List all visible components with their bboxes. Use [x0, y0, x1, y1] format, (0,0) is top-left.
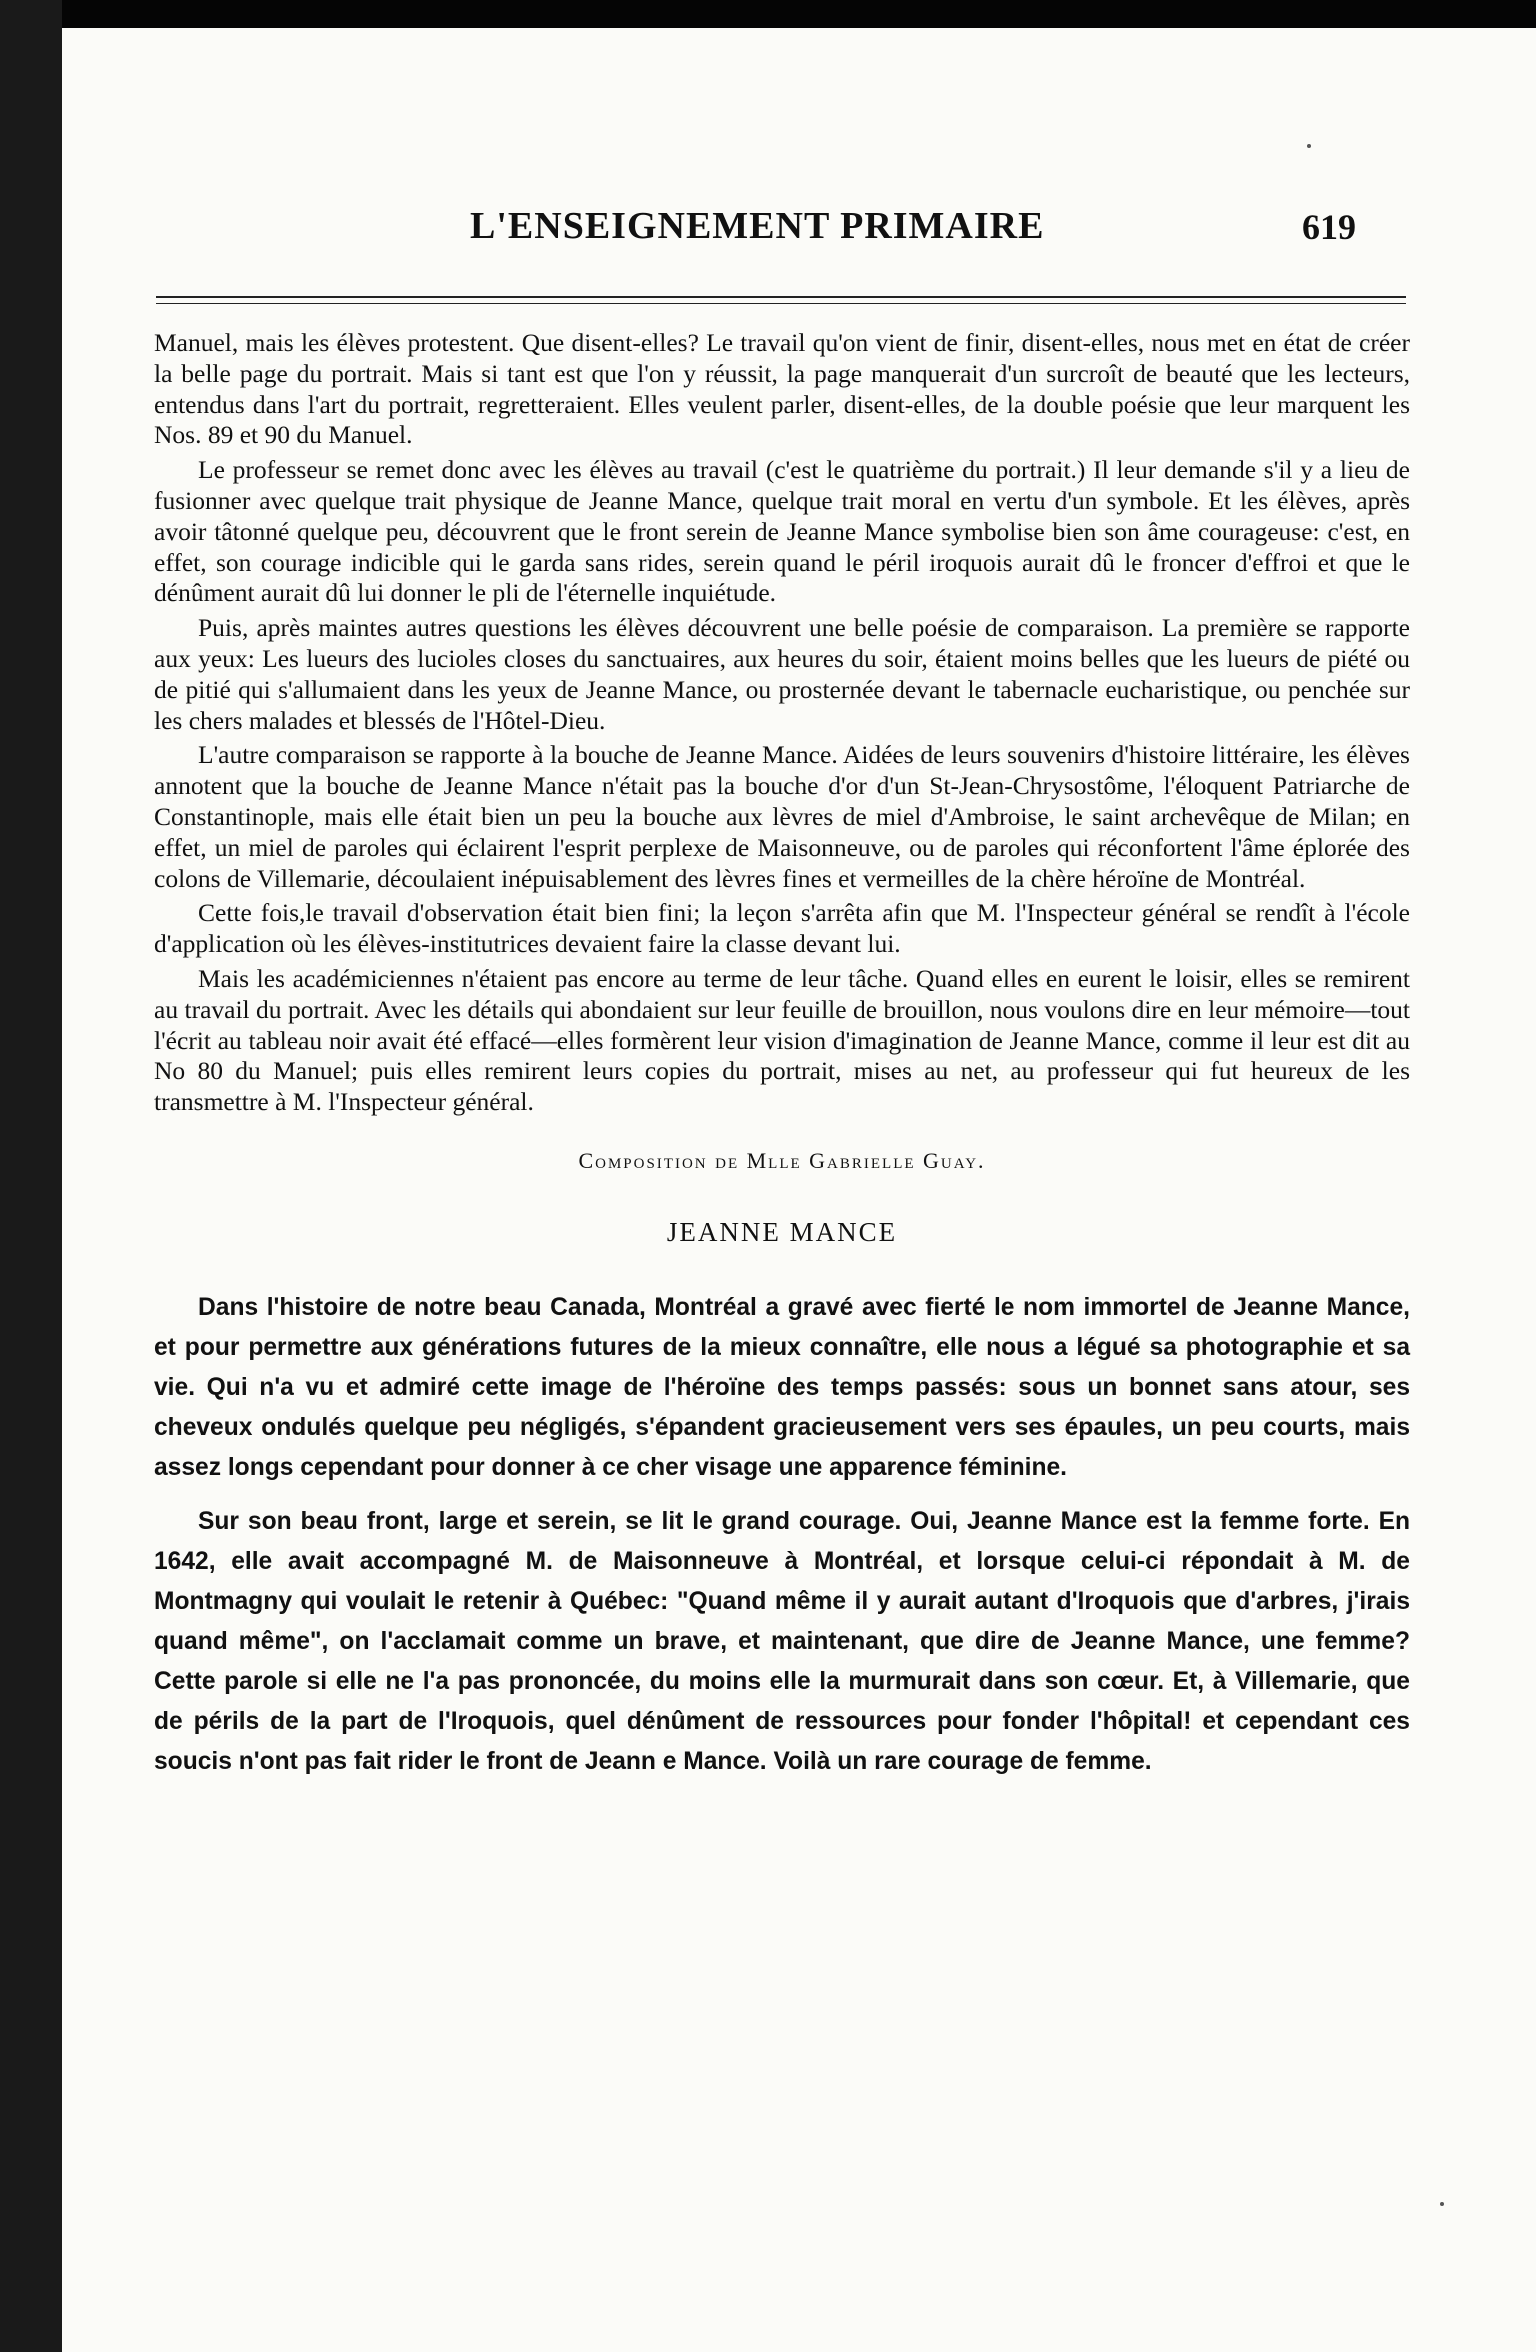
body-paragraph: Puis, après maintes autres questions les élèves découvrent une belle poésie de comparaison. La première se rapporte aux yeux: Les lueurs des lucioles closes du sanctuaires, aux heures du soir, étaient moins belles que les lueurs de piété ou de pitié qui s'allumaient dans les yeux de Jeanne Mance, ou prosternée devant le tabernacle eucharistique, ou penchée sur les chers malades et blessés de l'Hôtel-Dieu.	[154, 613, 1410, 735]
composition-title: JEANNE MANCE	[666, 1216, 898, 1247]
body-paragraph: Cette fois,le travail d'observation était bien fini; la leçon s'arrêta afin que M. l'Inspecteur général se rendît à l'école d'application où les élèves-institutrices devaient faire la classe devant lui.	[154, 898, 1410, 959]
essay-paragraph: Dans l'histoire de notre beau Canada, Montréal a gravé avec fierté le nom immortel de Jeanne Mance, et pour permettre aux générations futures de la mieux connaître, elle nous a légué sa photographie et sa vie. Qui n'a vu et admiré cette image de l'héroïne des temps passés: sous un bonnet sans atour, ses cheveux ondulés quelque peu négligés, s'épandent gracieusement vers ses épaules, un peu courts, mais assez longs cependant pour donner à ce cher visage une apparence féminine.	[154, 1293, 1410, 1481]
essay-paragraph: Sur son beau front, large et serein, se lit le grand courage. Oui, Jeanne Mance est la femme forte. En 1642, elle avait accompagné M. de Maisonneuve à Montréal, et lorsque celui-ci répondait à M. de Montmagny qui voulait le retenir à Québec: "Quand même il y aurait autant d'Iroquois que d'arbres, j'irais quand même", on l'acclamait comme un brave, et maintenant, que dire de Jeanne Mance, une femme? Cette parole si elle ne l'a pas prononcée, du moins elle la murmurait dans son cœur. Et, à Villemarie, que de périls de la part de l'Iroquois, quel dénûment de ressources pour fonder l'hôpital! et cependant ces soucis n'ont pas fait rider le front de Jeann e Mance. Voilà un rare courage de femme.	[154, 1507, 1410, 1775]
running-title: L'ENSEIGNEMENT PRIMAIRE	[470, 205, 1045, 247]
header-rule-thin	[156, 303, 1406, 304]
scan-speck	[1440, 2202, 1444, 2206]
scan-binding-edge	[0, 0, 62, 2352]
page-number: 619	[1302, 207, 1356, 247]
scan-top-border	[0, 0, 1536, 28]
body-paragraph: L'autre comparaison se rapporte à la bouche de Jeanne Mance. Aidées de leurs souvenirs d'histoire littéraire, les élèves annotent que la bouche de Jeanne Mance n'était pas la bouche d'or d'un St-Jean-Chrysostôme, l'éloquent Patriarche de Constantinople, mais elle était bien un peu la bouche aux lèvres de miel d'Ambroise, le saint archevêque de Milan; en effet, un miel de paroles qui éclairent l'esprit perplexe de Maisonneuve, ou de paroles qui réconfortent l'âme éplorée des colons de Villemarie, découlaient inépuisablement des lèvres fines et vermeilles de la chère héroïne de Montréal.	[154, 740, 1410, 893]
body-paragraph: Le professeur se remet donc avec les élèves au travail (c'est le quatrième du portrait.) Il leur demande s'il y a lieu de fusionner avec quelque trait physique de Jeanne Mance, quelque trait moral en vertu d'un symbole. Et les élèves, après avoir tâtonné quelque peu, découvrent que le front serein de Jeanne Mance symbolise bien son âme courageuse: c'est, en effet, son courage indicible qui le garda sans rides, serein quand le péril iroquois aurait dû le froncer d'effroi et que le dénûment aurait dû lui donner le pli de l'éternelle inquiétude.	[154, 455, 1410, 608]
composition-subhead: Composition de Mlle Gabrielle Guay.	[578, 1147, 986, 1173]
page-body	[154, 328, 1410, 1796]
body-paragraph: Mais les académiciennes n'étaient pas encore au terme de leur tâche. Quand elles en eurent le loisir, elles se remirent au travail du portrait. Avec les détails qui abondaient sur leur feuille de brouillon, nous voulons dire en leur mémoire—tout l'écrit au tableau noir avait été effacé—elles formèrent leur vision d'imagination de Jeanne Mance, comme il leur est dit au No 80 du Manuel; puis elles remirent leurs copies du portrait, mises au net, au professeur qui fut heureux de les transmettre à M. l'Inspecteur général.	[154, 963, 1410, 1117]
body-paragraph: Manuel, mais les élèves protestent. Que disent-elles? Le travail qu'on vient de finir, disent-elles, nous met en état de créer la belle page du portrait. Mais si tant est que l'on y réussit, la page manquerait d'un surcroît de beauté que les lecteurs, entendus dans l'art du portrait, regretteraient. Elles veulent parler, disent-elles, de la double poésie que leur marquent les Nos. 89 et 90 du Manuel.	[154, 328, 1410, 450]
scan-speck	[1307, 144, 1311, 148]
book-page	[62, 28, 1536, 2352]
running-head	[62, 204, 1536, 264]
composition-essay	[154, 1288, 1410, 1782]
header-rule	[156, 296, 1406, 298]
